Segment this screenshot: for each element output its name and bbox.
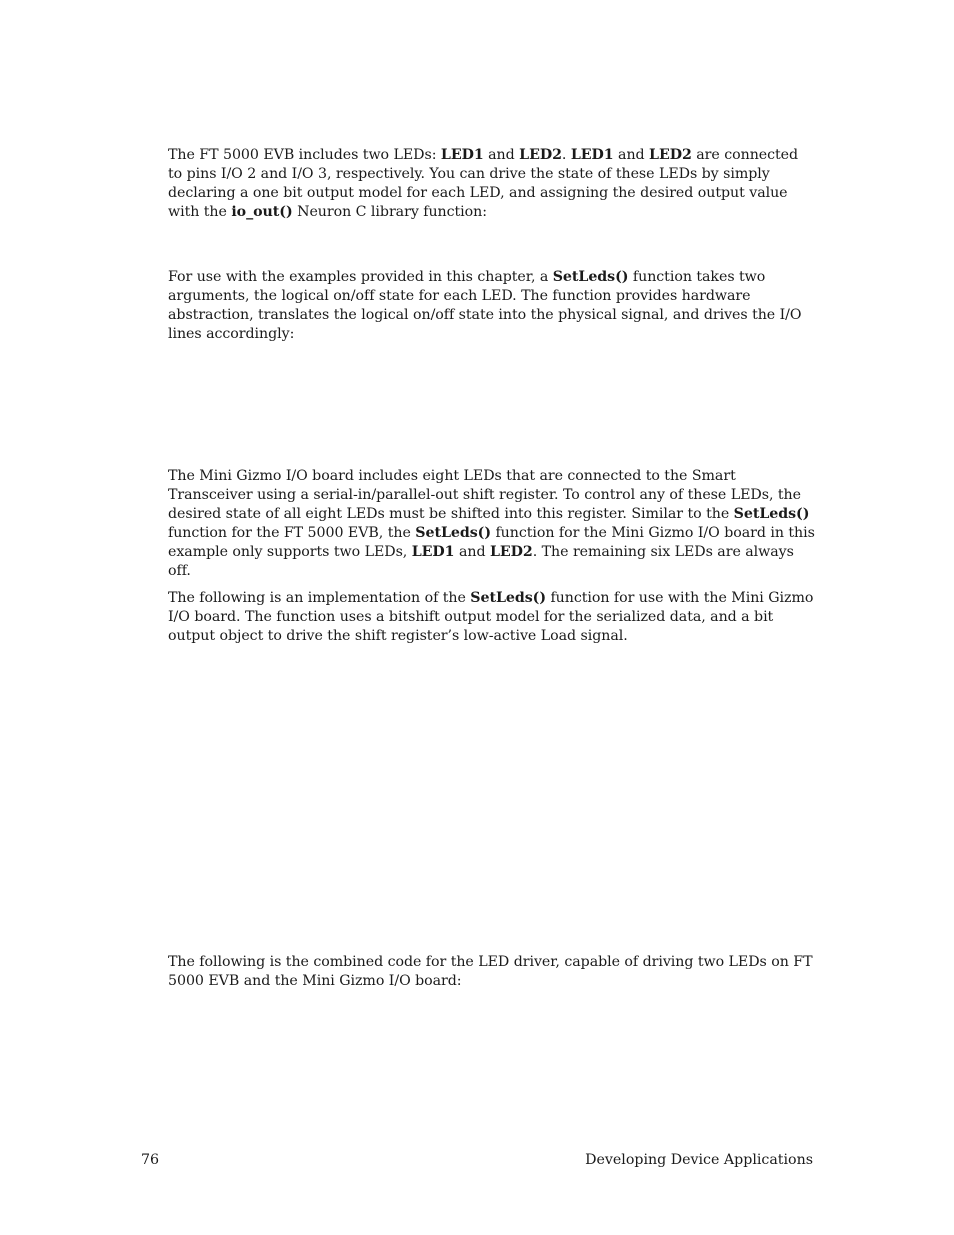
text-run: . The remaining six LEDs are always off. bbox=[168, 544, 794, 579]
bold-term: LED2 bbox=[649, 147, 692, 163]
paragraph-combined-code bbox=[168, 953, 816, 991]
bold-term: SetLeds() bbox=[415, 525, 491, 541]
text-run: The Mini Gizmo I/O board includes eight LEDs that are connected to the Smart Transceiver using a serial-in/parallel-out shift register. To control any of these LEDs, the desired state of all eight LEDs must be shifted into this register. Similar to the bbox=[168, 468, 801, 522]
text-run: The FT 5000 EVB includes two LEDs: bbox=[168, 147, 441, 163]
bold-term: LED1 bbox=[411, 544, 455, 560]
bold-term: LED1 bbox=[570, 147, 614, 163]
text-run: are connected to pins I/O 2 and I/O 3, respectively. You can drive the state of these LEDs by simply declaring a one bit output model for each LED, and assigning the desired output value with the bbox=[168, 147, 799, 220]
bold-term: SetLeds() bbox=[733, 506, 810, 522]
text-run: For use with the examples provided in this chapter, a bbox=[168, 269, 553, 285]
text-run: function for the FT 5000 EVB, the bbox=[168, 525, 416, 541]
bold-term: SetLeds() bbox=[552, 269, 629, 285]
bold-term: LED1 bbox=[440, 147, 484, 163]
paragraph-setleds-implementation bbox=[168, 589, 816, 646]
bold-term: io_out() bbox=[231, 204, 293, 220]
bold-term: LED2 bbox=[489, 544, 533, 560]
text-run: and bbox=[483, 147, 520, 163]
paragraph-ft5000-leds bbox=[168, 146, 816, 222]
bold-term: SetLeds() bbox=[470, 590, 547, 606]
page-number: 76 bbox=[141, 1152, 160, 1168]
paragraph-setleds-intro bbox=[168, 268, 816, 344]
paragraph-mini-gizmo-leds bbox=[168, 467, 816, 581]
text-run: function takes two arguments, the logical on/off state for each LED. The function provides hardware abstraction, translates the logical on/off state into the physical signal, and drives the I/O lines accordingly: bbox=[168, 269, 802, 342]
text-run: and bbox=[613, 147, 650, 163]
text-run: function for use with the Mini Gizmo I/O board. The function uses a bitshift output model for the serialized data, and a bit output object to drive the shift register’s low-active Load signal. bbox=[168, 590, 814, 644]
text-run: Neuron C library function: bbox=[292, 204, 487, 220]
footer-section-title: Developing Device Applications bbox=[585, 1152, 813, 1168]
text-run: The following is an implementation of the bbox=[168, 590, 471, 606]
text-run: function for the Mini Gizmo I/O board in this example only supports two LEDs, bbox=[168, 525, 815, 560]
bold-term: LED2 bbox=[519, 147, 562, 163]
text-run: . bbox=[561, 147, 571, 163]
text-run: and bbox=[454, 544, 490, 560]
text-run: The following is the combined code for the LED driver, capable of driving two LEDs on FT 5000 EVB and the Mini Gizmo I/O board: bbox=[168, 954, 813, 989]
